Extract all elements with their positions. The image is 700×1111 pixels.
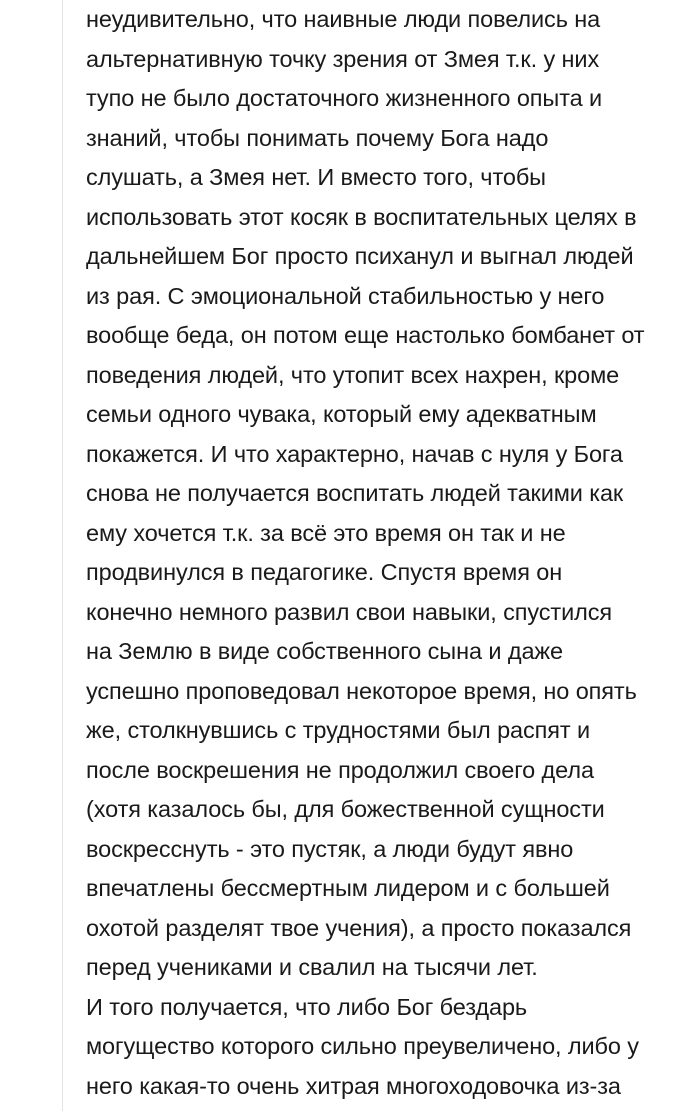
text-line: же, столкнувшись с трудностями был распят и	[86, 717, 591, 743]
text-line: из рая. С эмоциональной стабильностью у него	[86, 282, 605, 309]
text-line: знаний, чтобы понимать почему Бога надо	[86, 124, 549, 151]
text-line: воскресснуть - это пустяк, а люди будут явно	[86, 835, 574, 862]
text-line: поведения людей, что утопит всех нахрен, кроме	[86, 361, 620, 388]
text-line: ему хочется т.к. за всё это время он так и не	[86, 519, 566, 546]
text-line: на Землю в виде собственного сына и даже	[86, 638, 564, 664]
text-line: слушать, а Змея нет. И вместо того, чтобы	[86, 164, 546, 190]
text-line: дальнейшем Бог просто психанул и выгнал людей	[86, 243, 634, 269]
text-line: снова не получается воспитать людей такими как	[86, 480, 624, 506]
text-line: И того получается, что либо Бог бездарь	[86, 993, 528, 1020]
text-line: впечатлены бессмертным лидером и с большей	[86, 875, 610, 901]
text-line: покажется. И что характерно, начав с нуля у Бога	[86, 440, 623, 467]
text-line: него какая-то очень хитрая многоходовочка из-за	[86, 1072, 621, 1099]
text-line: после воскрешения не продолжил своего дела	[86, 756, 594, 783]
text-line: перед учениками и свалил на тысячи лет.	[86, 954, 538, 980]
text-line: семьи одного чувака, который ему адекватным	[86, 401, 597, 427]
text-line: альтернативную точку зрения от Змея т.к. у них	[86, 45, 600, 72]
text-line: (хотя казалось бы, для божественной сущности	[86, 796, 605, 822]
text-line: продвинулся в педагогике. Спустя время он	[86, 559, 563, 585]
text-line: успешно проповедовал некоторое время, но опять	[86, 677, 637, 704]
text-line: неудивительно, что наивные люди повелись на	[86, 6, 601, 32]
text-line: вообще беда, он потом еще настолько бомбанет от	[86, 322, 645, 348]
post-text	[86, 0, 686, 1106]
text-line: использовать этот косяк в воспитательных целях в	[86, 203, 637, 230]
text-line: охотой разделят твое учения), а просто показался	[86, 914, 632, 941]
thread-indent-line	[62, 0, 63, 1111]
text-line: конечно немного развил свои навыки, спустился	[86, 598, 612, 625]
text-line: могущество которого сильно преувеличено, либо у	[86, 1033, 639, 1059]
text-line: тупо не было достаточного жизненного опыта и	[86, 85, 603, 111]
